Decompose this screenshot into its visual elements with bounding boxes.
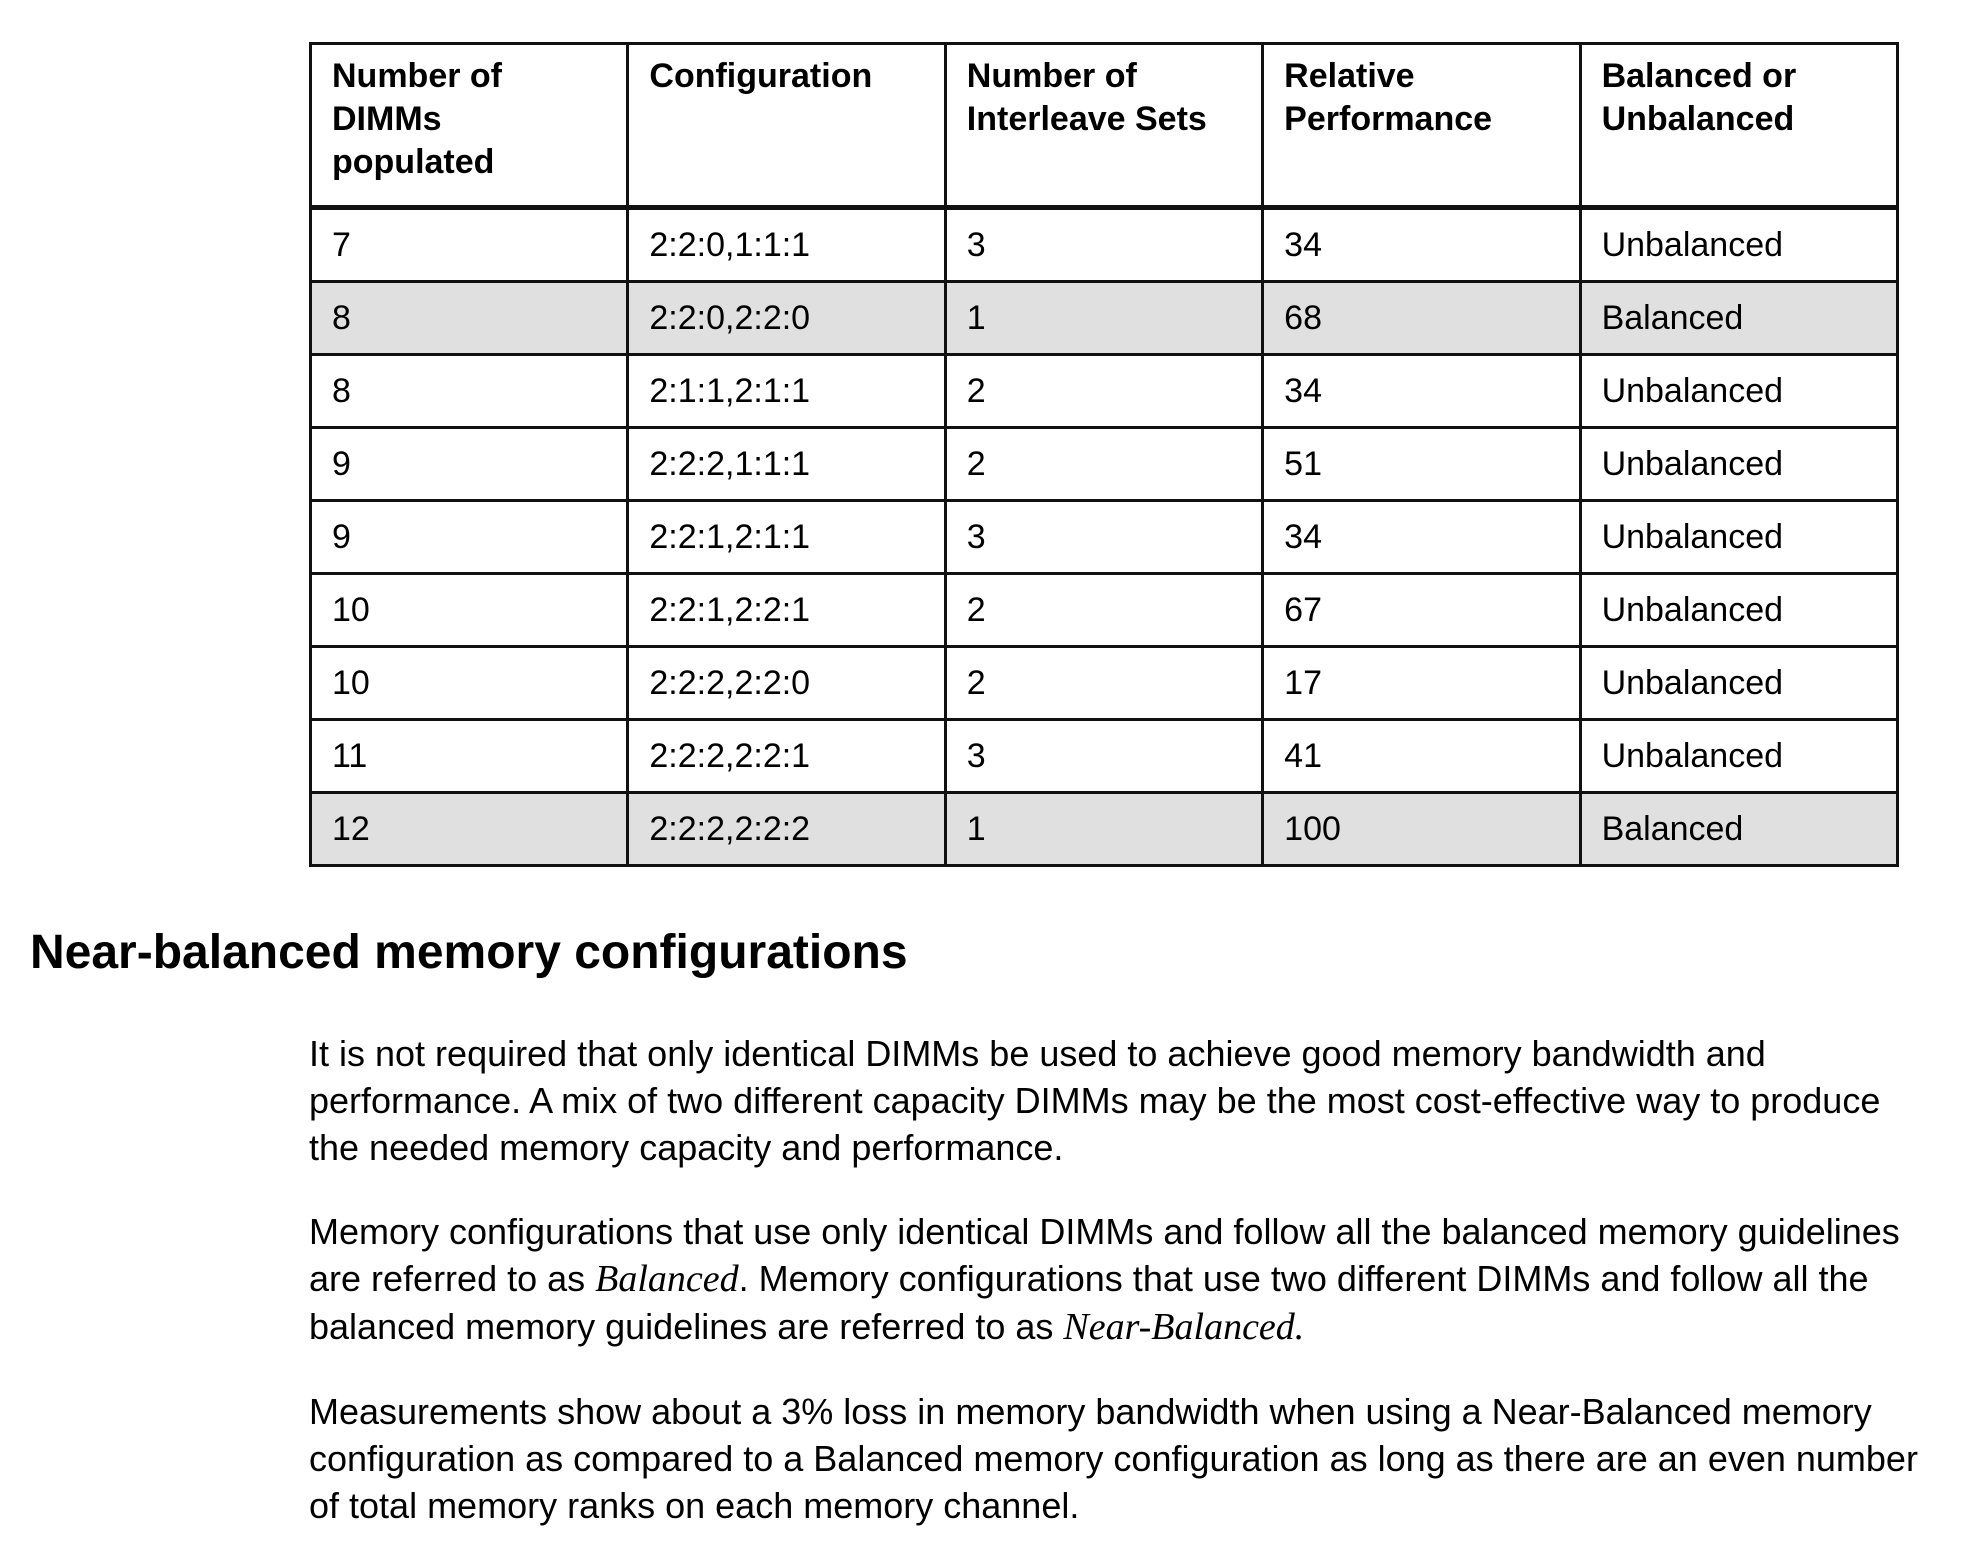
paragraph-text: Memory configurations that use only identical DIMMs and follow all the balanced memory guidelines are referred to as <box>309 1211 1900 1299</box>
cell-dimms: 8 <box>311 282 628 355</box>
cell-interleave-sets: 3 <box>945 720 1262 793</box>
cell-interleave-sets: 1 <box>945 793 1262 866</box>
header-number-of-dimms: Number of DIMMs populated <box>311 44 628 208</box>
paragraph-text: . Memory configurations that use two different DIMMs and follow all the balanced memory guidelines are referred to as <box>309 1258 1869 1347</box>
paragraph-mixed-dimms: It is not required that only identical DIMMs be used to achieve good memory bandwidth and performance. A mix of two different capacity DIMMs may be the most cost-effective way to produce the needed memory capacity and performance. <box>309 1033 1881 1168</box>
cell-configuration: 2:2:2,1:1:1 <box>628 428 945 501</box>
dimm-configuration-table <box>309 42 1899 867</box>
term-near-balanced: Near-Balanced. <box>1063 1306 1305 1348</box>
paragraph-bandwidth-loss: Measurements show about a 3% loss in memory bandwidth when using a Near-Balanced memory configuration as compared to a Balanced memory configuration as long as there are an even number of total memory ranks on each memory channel. <box>309 1391 1918 1526</box>
cell-balance: Unbalanced <box>1580 720 1897 793</box>
table-row <box>311 574 1898 647</box>
cell-dimms: 9 <box>311 501 628 574</box>
cell-dimms: 12 <box>311 793 628 866</box>
cell-relative-performance: 34 <box>1263 501 1580 574</box>
header-configuration: Configuration <box>628 44 945 208</box>
table-header <box>311 44 1898 208</box>
cell-relative-performance: 100 <box>1263 793 1580 866</box>
cell-dimms: 11 <box>311 720 628 793</box>
cell-configuration: 2:2:2,2:2:1 <box>628 720 945 793</box>
cell-interleave-sets: 3 <box>945 501 1262 574</box>
table-row <box>311 428 1898 501</box>
cell-relative-performance: 67 <box>1263 574 1580 647</box>
term-balanced: Balanced <box>595 1258 739 1300</box>
table-body <box>311 208 1898 866</box>
cell-configuration: 2:2:2,2:2:2 <box>628 793 945 866</box>
cell-balance: Balanced <box>1580 793 1897 866</box>
header-relative-performance: Relative Performance <box>1263 44 1580 208</box>
dimm-configuration-table-container <box>309 42 1899 867</box>
cell-relative-performance: 51 <box>1263 428 1580 501</box>
cell-balance: Unbalanced <box>1580 428 1897 501</box>
cell-dimms: 8 <box>311 355 628 428</box>
header-balanced-or-unbalanced: Balanced or Unbalanced <box>1580 44 1897 208</box>
cell-configuration: 2:2:1,2:2:1 <box>628 574 945 647</box>
table-row <box>311 208 1898 282</box>
cell-dimms: 7 <box>311 208 628 282</box>
cell-configuration: 2:2:2,2:2:0 <box>628 647 945 720</box>
cell-configuration: 2:2:0,1:1:1 <box>628 208 945 282</box>
cell-interleave-sets: 2 <box>945 355 1262 428</box>
body-text <box>309 1030 1919 1566</box>
cell-balance: Unbalanced <box>1580 208 1897 282</box>
table-row <box>311 282 1898 355</box>
cell-relative-performance: 34 <box>1263 355 1580 428</box>
cell-relative-performance: 68 <box>1263 282 1580 355</box>
cell-configuration: 2:1:1,2:1:1 <box>628 355 945 428</box>
table-row <box>311 793 1898 866</box>
cell-dimms: 10 <box>311 574 628 647</box>
cell-dimms: 10 <box>311 647 628 720</box>
cell-configuration: 2:2:0,2:2:0 <box>628 282 945 355</box>
cell-relative-performance: 34 <box>1263 208 1580 282</box>
cell-interleave-sets: 2 <box>945 574 1262 647</box>
cell-balance: Unbalanced <box>1580 647 1897 720</box>
cell-relative-performance: 41 <box>1263 720 1580 793</box>
cell-balance: Unbalanced <box>1580 355 1897 428</box>
table-row <box>311 720 1898 793</box>
cell-interleave-sets: 3 <box>945 208 1262 282</box>
table-row <box>311 355 1898 428</box>
cell-balance: Unbalanced <box>1580 574 1897 647</box>
cell-configuration: 2:2:1,2:1:1 <box>628 501 945 574</box>
cell-dimms: 9 <box>311 428 628 501</box>
cell-balance: Unbalanced <box>1580 501 1897 574</box>
cell-interleave-sets: 2 <box>945 647 1262 720</box>
section-heading: Near-balanced memory configurations <box>30 926 908 979</box>
table-row <box>311 647 1898 720</box>
table-header-row <box>311 44 1898 208</box>
cell-interleave-sets: 2 <box>945 428 1262 501</box>
cell-relative-performance: 17 <box>1263 647 1580 720</box>
cell-interleave-sets: 1 <box>945 282 1262 355</box>
cell-balance: Balanced <box>1580 282 1897 355</box>
header-interleave-sets: Number of Interleave Sets <box>945 44 1262 208</box>
paragraph-balanced-definition <box>309 1208 1919 1351</box>
table-row <box>311 501 1898 574</box>
